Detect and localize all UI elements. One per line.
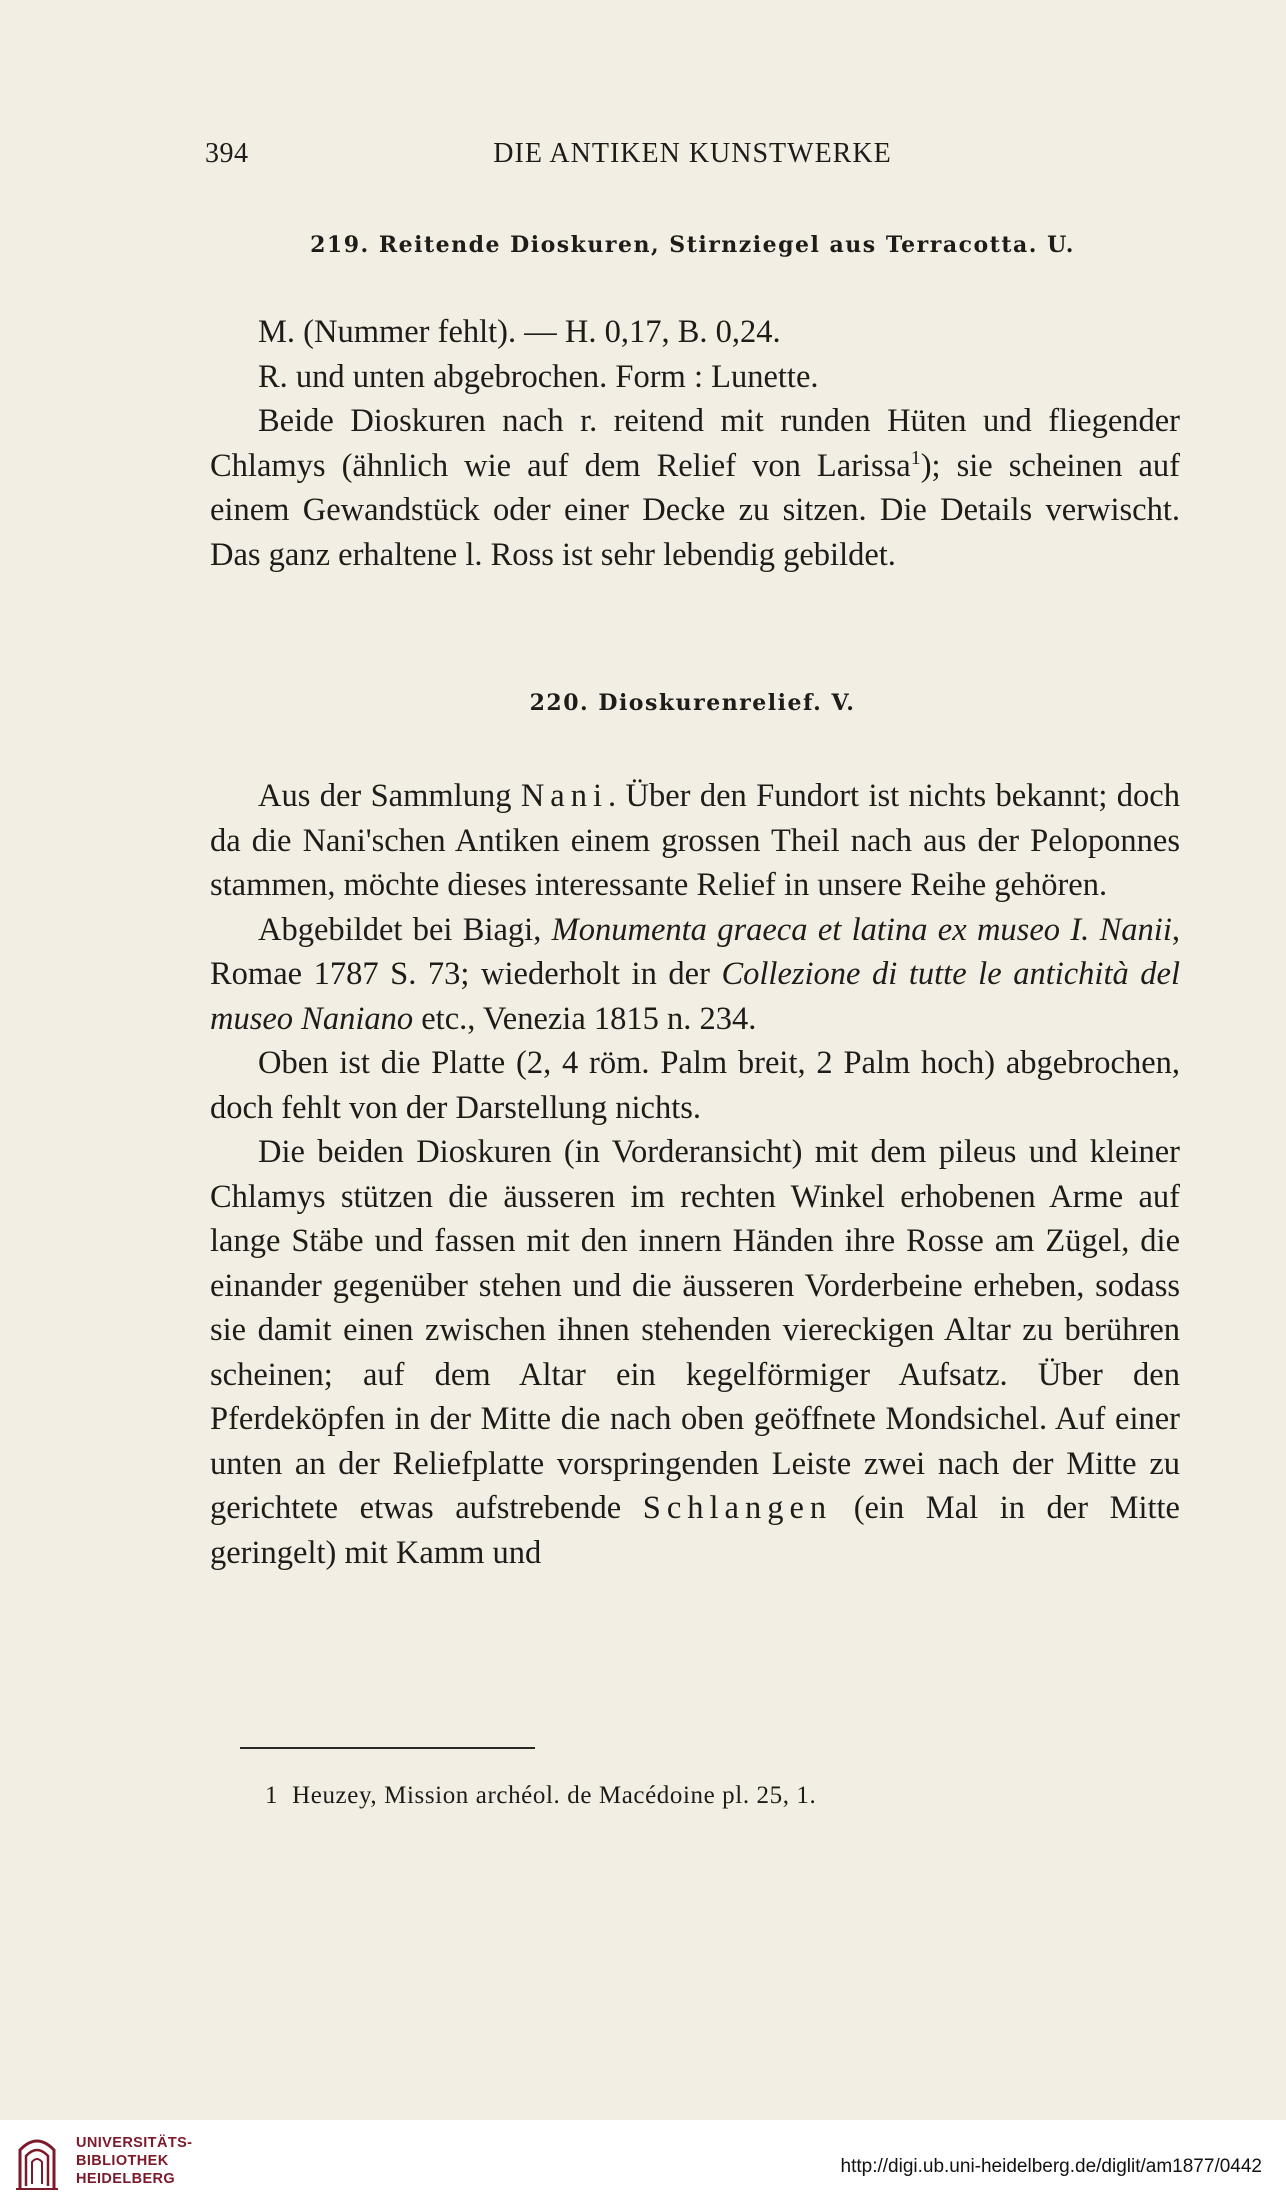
text-run: Aus der Sammlung [258,778,521,814]
citation-title: Collezione di tutte le antichità del museo Naniano [210,956,1180,1037]
text-run: Die beiden Dioskuren (in Vorderansicht) mit dem pileus und kleiner Chlamys stützen die äusseren im rechten Winkel erhobenen Arme auf lange Stäbe und fassen mit den innern Händen ihre Rosse am Zügel, die einander gegenüber stehen und die äusseren Vorderbeine erheben, sodass sie damit einen zwischen ihnen stehenden viereckigen Altar zu berühren scheinen; auf dem Altar ein kegelförmiger Aufsatz. Über den Pferdeköpfen in der Mitte die nach oben geöffnete Mondsichel. Auf einer unten an der Reliefplatte vorspringenden Leiste zwei nach der Mitte zu gerichtete etwas aufstrebende [210,1134,1180,1526]
section-219-title: 219. Reitende Dioskuren, Stirnziegel aus Terracotta. U. [310,232,1075,258]
spaced-word: Schlangen [642,1490,833,1526]
section-220-title: 220. Dioskurenrelief. V. [529,690,856,716]
entry-220-provenance [210,774,1180,908]
page-header [205,138,1180,178]
text-run: . Über den Fundort ist nichts bekannt; doch da die Nani'schen Antiken einem grossen Theil nach aus der Peloponnes stammen, möchte dieses interessante Relief in unsere Reihe gehören. [210,778,1180,903]
entry-220-bibliography [210,908,1180,1042]
footnote [265,1782,1165,1810]
institution-name [76,2134,192,2188]
heidelberg-library-logo-icon [14,2130,60,2192]
footnote-marker: 1 [265,1782,279,1809]
text-run: Abgebildet bei Biagi, [258,911,552,948]
text-run: ); sie scheinen auf einem Gewandstück oder einer Decke zu sitzen. Die Details verwischt. Das ganz erhaltene l. Ross ist sehr lebendig gebildet. [210,447,1180,573]
section-220-body [210,774,1180,1575]
footnote-rule [240,1747,535,1749]
institution-line: HEIDELBERG [76,2171,176,2187]
entry-219-measurements: M. (Nummer fehlt). — H. 0,17, B. 0,24. [258,314,781,350]
running-head: DIE ANTIKEN KUNSTWERKE [493,138,892,169]
entry-219-description [210,399,1180,577]
library-footer [0,2120,1286,2204]
entry-219-condition: R. und unten abgebrochen. Form : Lunette. [258,358,819,395]
institution-line: BIBLIOTHEK [76,2153,169,2169]
text-run: (ein Mal in der Mitte geringelt) mit Kamm und [210,1490,1180,1571]
text-run: etc., Venezia 1815 n. 234. [413,1000,757,1037]
permalink-url[interactable]: http://digi.ub.uni-heidelberg.de/diglit/am1877/0442 [840,2156,1262,2177]
text-run: , Romae 1787 S. 73; wiederholt in der [210,911,1180,992]
text-run: Beide Dioskuren nach r. reitend mit runden Hüten und fliegender Chlamys (ähnlich wie auf dem Relief von Larissa [210,403,1180,484]
spaced-name: Nani [520,778,609,814]
section-219-body [210,310,1180,577]
institution-line: UNIVERSITÄTS- [76,2135,193,2151]
entry-220-description [210,1130,1180,1575]
page-number: 394 [205,138,249,169]
footnote-text: Heuzey, Mission archéol. de Macédoine pl. 25, 1. [292,1782,817,1809]
footnote-reference: 1 [910,446,921,469]
entry-220-condition: Oben ist die Platte (2, 4 röm. Palm breit, 2 Palm hoch) abgebrochen, doch fehlt von der Darstellung nichts. [210,1045,1180,1126]
citation-title: Monumenta graeca et latina ex museo I. Nanii [551,911,1172,948]
